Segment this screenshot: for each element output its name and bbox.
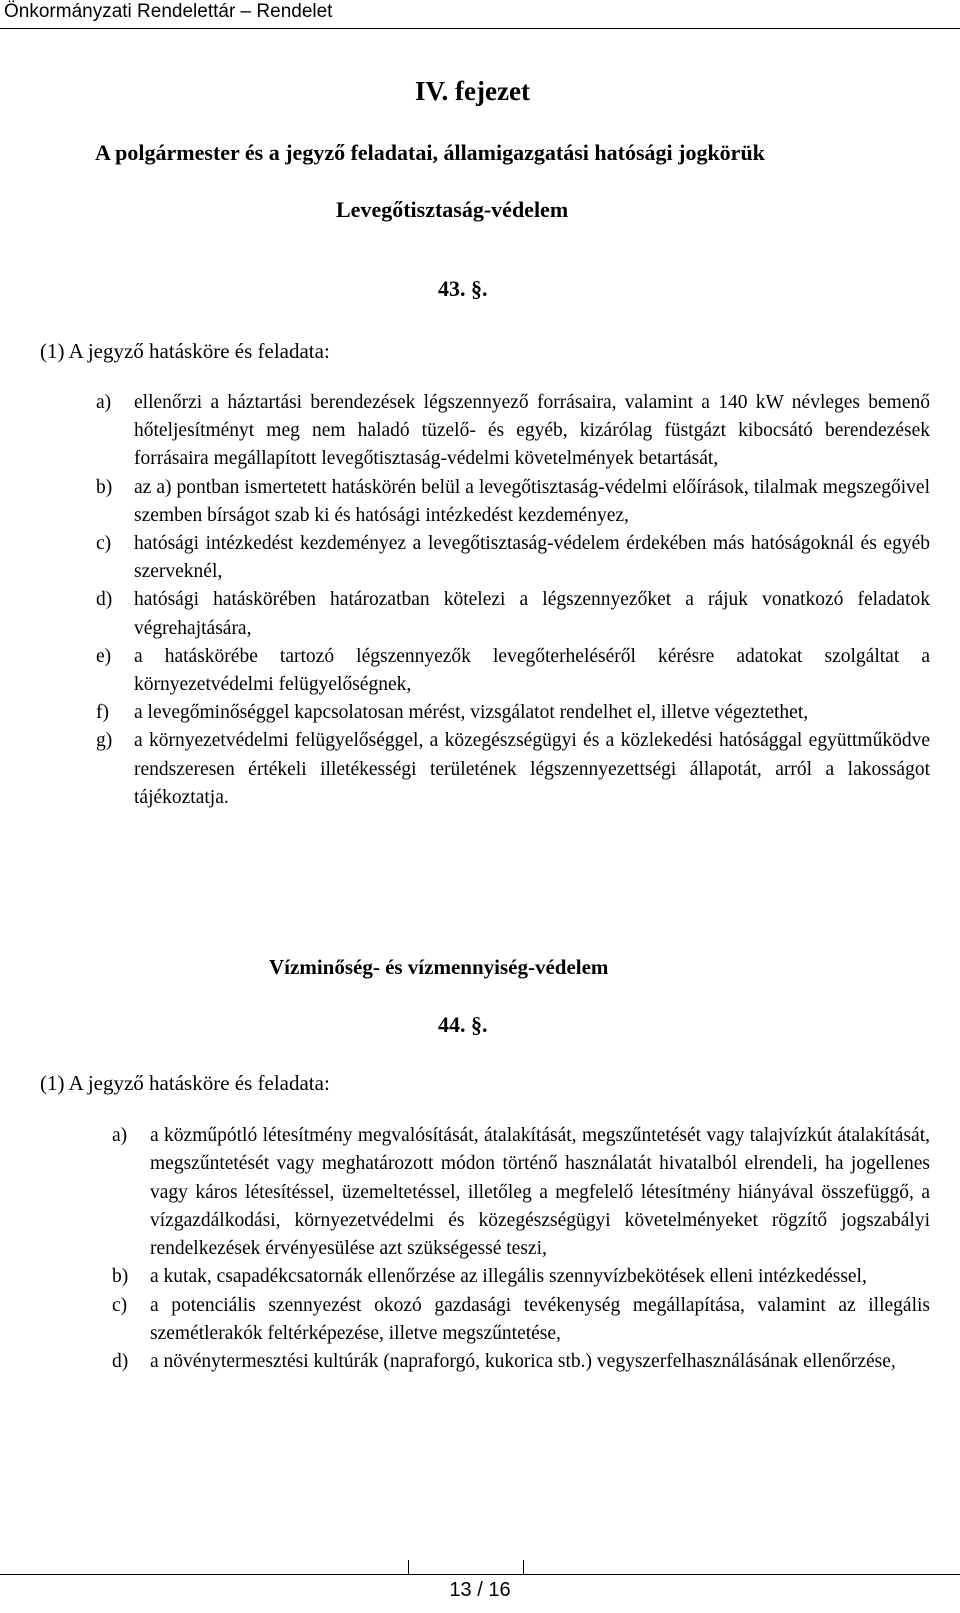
chapter-title: A polgármester és a jegyző feladatai, államigazgatási hatósági jogkörük <box>95 140 765 165</box>
list-item: a) ellenőrzi a háztartási berendezések légszennyező forrásaira, valamint a 140 kW névleges bemenő hőteljesítményt meg nem haladó tüzelő- és egyéb, kizárólag füstgázt kibocsátó berendezések forrásaira megállapított levegőtisztaság-védelmi követelmények betartását, <box>96 392 930 470</box>
section1-intro: (1) A jegyző hatásköre és feladata: <box>40 339 330 363</box>
list-item: b) az a) pontban ismertetett hatáskörén belül a levegőtisztaság-védelmi előírások, tilalmak megszegőivel szemben bírságot szab ki és hatósági intézkedést kezdeményez, <box>96 476 930 526</box>
list-item: c) hatósági intézkedést kezdeményez a levegőtisztaság-védelem érdekében más hatóságoknál és egyéb szerveknél, <box>96 533 930 583</box>
list-item: d) hatósági hatáskörében határozatban kötelezi a légszennyezőket a rájuk vonatkozó feladatok végrehajtására, <box>96 589 930 639</box>
list-item: b) a kutak, csapadékcsatornák ellenőrzése az illegális szennyvízbekötések elleni intézkedéssel, <box>112 1266 867 1288</box>
section2-list <box>112 1122 930 1377</box>
paragraph-number-43: 43. §. <box>438 276 488 301</box>
list-item: c) a potenciális szennyezést okozó gazdasági tevékenység megállapítása, valamint az illegális szemétlerakók feltérképezése, illetve megszűntetése, <box>112 1294 930 1345</box>
list-item: g) a környezetvédelmi felügyelőséggel, a közegészségügyi és a közlekedési hatósággal együttműködve rendszeresen értékeli illetékességi területének légszennyezettségi állapotát, arról a lakosságot tájékoztatja. <box>96 730 930 808</box>
footer-divider-left <box>408 1560 409 1574</box>
page-number: 13 / 16 <box>449 1579 511 1601</box>
list-item: e) a hatáskörébe tartozó légszennyezők levegőterheléséről kérésre adatokat szolgáltat a környezetvédelmi felügyelőségnek, <box>96 645 930 696</box>
section-title-air: Levegőtisztaság-védelem <box>336 197 569 222</box>
paragraph-number-44: 44. §. <box>438 1012 488 1037</box>
section2-intro: (1) A jegyző hatásköre és feladata: <box>40 1071 330 1095</box>
section1-list <box>96 389 930 812</box>
chapter-number: IV. fejezet <box>415 76 530 106</box>
list-item: f) a levegőminőséggel kapcsolatosan mérést, vizsgálatot rendelhet el, illetve végeztethet, <box>96 702 809 724</box>
list-item: d) a növénytermesztési kultúrák (napraforgó, kukorica stb.) vegyszerfelhasználásának ellenőrzése, <box>112 1351 896 1373</box>
document-header <box>0 0 960 29</box>
page-footer <box>0 1574 960 1613</box>
section-title-water: Vízminőség- és vízmennyiség-védelem <box>269 955 609 979</box>
list-item: a) a közműpótló létesítmény megvalósítását, átalakítását, megszűntetését vagy talajvízkút átalakítását, megszűntetését vagy meghatározott módon történő használatát hivatalból elrendeli, ha jogellenes vagy káros létesítéssel, üzemeltetéssel, illetőleg a megfelelő létesítmény hiányával összefüggő, a vízgazdálkodási, környezetvédelmi és közegészségügyi követelményeket rögzítő jogszabályi rendelkezések érvényesülése azt szükségessé teszi, <box>112 1125 930 1260</box>
header-title: Önkormányzati Rendelettár – Rendelet <box>4 1 333 22</box>
footer-divider-right <box>523 1560 524 1574</box>
